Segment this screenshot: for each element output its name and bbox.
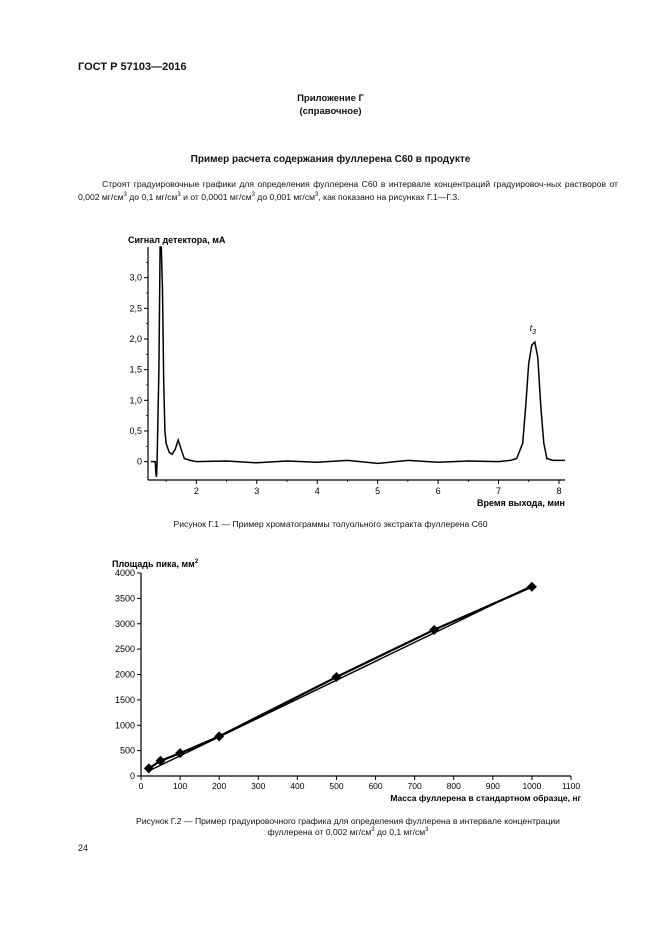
section-title: Пример расчета содержания фуллерена С60 в продукте xyxy=(190,154,471,165)
intro-paragraph xyxy=(78,178,618,203)
x-tick-label: 900 xyxy=(485,781,500,791)
para-part-5: , как показано на рисунках Г.1—Г.3. xyxy=(318,191,460,202)
y-tick-label: 0,5 xyxy=(129,425,142,436)
y-tick-label: 1,0 xyxy=(129,395,142,406)
y-tick-label: 3,0 xyxy=(129,272,142,283)
cap2-sup-2: 3 xyxy=(425,827,429,834)
y-tick-label: 500 xyxy=(119,745,135,756)
x-tick-label: 700 xyxy=(407,781,422,791)
y-tick-label: 4000 xyxy=(114,568,135,578)
peak-label-main: t xyxy=(529,322,533,333)
y-tick-label: 0 xyxy=(136,456,142,467)
cap2-part-a: фуллерена от 0,002 мг/см xyxy=(267,827,372,837)
figure1-caption: Рисунок Г.1 — Пример хроматограммы толуольного экстракта фуллерена С60 xyxy=(173,519,488,529)
para-part-2: до 0,1 мг/см xyxy=(126,191,178,202)
x-tick-label: 400 xyxy=(290,781,305,791)
data-point xyxy=(527,582,537,592)
x-tick-label: 2 xyxy=(193,486,199,496)
y-tick-label: 0 xyxy=(129,771,135,781)
x-tick-label: 300 xyxy=(251,781,266,791)
chromatogram-chart xyxy=(0,225,661,515)
page-number: 24 xyxy=(78,843,89,853)
para-part-4: до 0,001 мг/см xyxy=(254,191,316,202)
x-tick-label: 0 xyxy=(138,781,144,791)
figure2-caption-line2 xyxy=(78,827,618,838)
appendix-title: Приложение Г xyxy=(297,93,364,104)
para-sup-2: 3 xyxy=(177,191,181,198)
para-part-3: и от 0,0001 мг/см xyxy=(180,191,252,202)
x-tick-label: 3 xyxy=(254,486,260,496)
y-axis-title-main: Площадь пика, мм xyxy=(112,559,195,569)
x-tick-label: 1000 xyxy=(522,781,542,791)
y-tick-label: 3000 xyxy=(114,618,135,629)
y-tick-label: 1500 xyxy=(114,694,135,705)
y-axis-title-sup: 2 xyxy=(194,559,199,565)
para-sup-4: 3 xyxy=(315,191,319,198)
x-tick-label: 600 xyxy=(368,781,383,791)
calibration-chart xyxy=(0,552,661,808)
x-tick-label: 6 xyxy=(435,486,441,496)
y-tick-label: 2000 xyxy=(114,669,135,680)
x-tick-label: 800 xyxy=(446,781,461,791)
x-axis-title: Время выхода, мин xyxy=(476,498,565,508)
y-tick-label: 1,5 xyxy=(129,364,142,375)
data-point xyxy=(175,748,185,758)
x-tick-label: 100 xyxy=(172,781,188,791)
y-axis-title xyxy=(112,559,199,569)
y-tick-label: 2,0 xyxy=(129,333,142,344)
x-axis-title: Масса фуллерена в стандартном образце, нг xyxy=(390,793,581,803)
peak-label xyxy=(530,323,537,336)
y-tick-label: 2500 xyxy=(114,644,135,655)
y-tick-label: 1000 xyxy=(114,720,135,731)
x-tick-label: 7 xyxy=(496,486,502,496)
data-point xyxy=(331,672,341,682)
x-tick-label: 1100 xyxy=(561,781,581,791)
intro-paragraph-text xyxy=(78,178,618,203)
chromatogram-trace xyxy=(151,247,565,477)
cap2-sup-1: 3 xyxy=(371,827,375,834)
x-tick-label: 5 xyxy=(375,486,381,496)
x-tick-label: 4 xyxy=(314,486,320,496)
appendix-heading xyxy=(0,92,661,118)
figure2-caption-line1: Рисунок Г.2 — Пример градуировочного графика для определения фуллерена в интервале концентрации xyxy=(136,816,560,826)
figure2-caption xyxy=(78,816,618,838)
data-point xyxy=(429,625,439,635)
trend-line xyxy=(149,586,532,771)
x-tick-label: 8 xyxy=(556,486,562,496)
cap2-part-b: до 0,1 мг/см xyxy=(374,827,426,837)
appendix-subtitle: (справочное) xyxy=(299,106,362,117)
para-sup-1: 3 xyxy=(123,191,127,198)
y-tick-label: 3500 xyxy=(114,593,135,604)
standard-id: ГОСТ Р 57103—2016 xyxy=(78,61,187,73)
y-axis-title: Сигнал детектора, мА xyxy=(128,235,226,245)
para-part-1: Строят градуировочные графики для определения фуллерена С60 в интервале концентраций градуировоч-ных растворов от 0,002 мг/см xyxy=(78,179,618,202)
y-tick-label: 2,5 xyxy=(129,303,142,314)
x-tick-label: 500 xyxy=(329,781,344,791)
x-tick-label: 200 xyxy=(212,781,227,791)
peak-label-sub: 3 xyxy=(532,328,536,336)
para-sup-3: 3 xyxy=(251,191,255,198)
data-point xyxy=(214,731,224,741)
